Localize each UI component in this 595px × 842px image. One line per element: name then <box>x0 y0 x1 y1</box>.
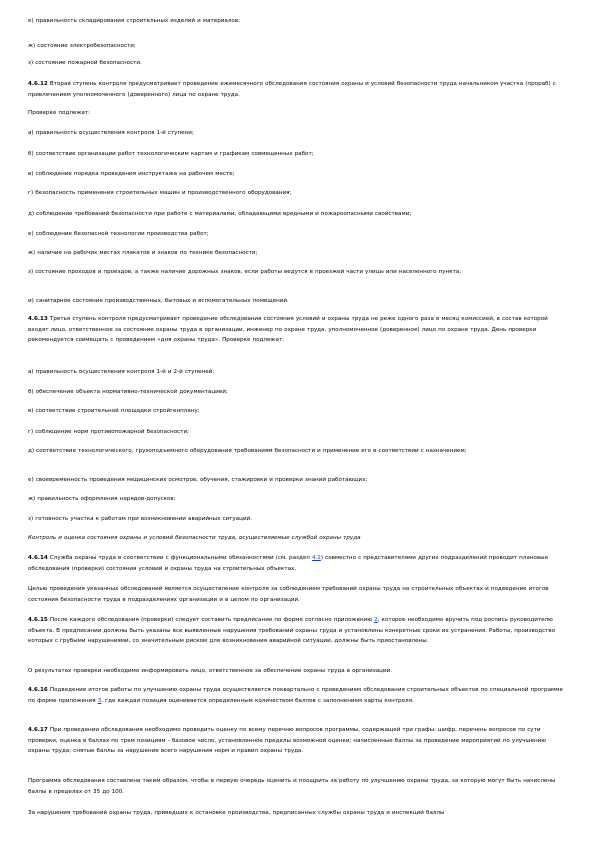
paragraph-text: в) соблюдение порядка проведения инструктажа на рабочем месте; <box>28 171 235 177</box>
paragraph-text: б) соответствие организации работ технологическим картам и графикам совмещенных работ; <box>28 151 314 157</box>
section-subheading <box>28 533 564 544</box>
paragraph-text-after: , где каждая позиция оценивается определенным количеством баллов с заполнением карты контроля. <box>101 697 414 704</box>
paragraph-text-after: , которое необходимо вручить под роспись руководителю объекта. В предписании должны быть указаны все выявленные нарушения требований охраны труда и установлены конкретные сроки их устранения. Работы, производство которых с грубыми нарушениями, со значительным риском для возникновения аварийной ситуации, должны быть приостановлены. <box>28 617 556 644</box>
paragraph-4-6-13 <box>28 314 564 346</box>
paragraph-14 <box>28 296 564 307</box>
paragraph-19 <box>28 427 564 438</box>
paragraph-32 <box>28 808 564 819</box>
paragraph-text: ж) наличие на рабочих местах плакатов и знаков по технике безопасности; <box>28 250 258 256</box>
paragraph-text: б) обеспечение объекта нормативно-технической документацией; <box>28 389 228 395</box>
paragraph-20 <box>28 446 564 457</box>
clause-number: 4.6.12 <box>28 81 48 87</box>
paragraph-text: г) соблюдение норм противопожарной безопасности; <box>28 429 189 435</box>
paragraph-text: Третья ступень контроля предусматривает проведение обследования состояния условий и охраны труда не реже одного раза в месяц комиссией, в состав которой входят лицо, ответственное за состояние охраны труда в организации, инженер по охране труда, уполномоченное (доверенное) лицо по охране труда. День проверки рекомендуется совмещать с проведением «дня охраны труда». Проверке подлежат: <box>28 316 548 343</box>
clause-number: 4.6.14 <box>28 555 48 561</box>
paragraph-text: а) правильность осуществления контроля 1-й и 2-й ступеней; <box>28 369 215 375</box>
paragraph-text: в) соответствие строительной площадки стройгенплану; <box>28 408 200 414</box>
paragraph-text: О результатах проверки необходимо информировать лицо, ответственное за обеспечение охраны труда в организации. <box>28 668 393 674</box>
appendix-link[interactable]: 3 <box>97 697 102 704</box>
paragraph-11 <box>28 229 564 240</box>
paragraph-text: з) состояние пожарной безопасности. <box>28 60 142 66</box>
paragraph-5 <box>28 108 564 119</box>
paragraph-text: За нарушения требований охраны труда, приведших к остановке производства, предписанных службы охраны труда и инспекций баллы <box>28 810 445 816</box>
paragraph-4-6-17 <box>28 725 564 757</box>
paragraph-text: е) своевременность проведения медицинских осмотров, обучения, стажировки и проверки знаний работающих; <box>28 477 368 483</box>
paragraph-text: д) соблюдение требований безопасности при работе с материалами, обладающими вредными и пожароопасными свойствами; <box>28 211 412 217</box>
clause-number: 4.6.13 <box>28 316 48 322</box>
paragraph-text: з) состояние проходов и проездов, а также наличие дорожных знаков, если работы ведутся в проезжей части улицы или населенного пункта; <box>28 269 462 275</box>
paragraph-1 <box>28 16 564 27</box>
paragraph-text: Целью проведения указанных обследований является осуществление контроля за соблюдением требований охраны труда на строительных объектах и подведение итогов состояния безопасности труда в подразделениях организации и в целом по организации. <box>28 586 549 603</box>
paragraph-3 <box>28 58 564 69</box>
paragraph-26 <box>28 584 564 605</box>
paragraph-9 <box>28 188 564 199</box>
paragraph-12 <box>28 248 564 259</box>
paragraph-6 <box>28 128 564 139</box>
paragraph-text: ж) состояние электробезопасности; <box>28 43 136 49</box>
paragraph-text: а) правильность осуществления контроля 1-й ступени; <box>28 130 194 136</box>
clause-number: 4.6.17 <box>28 727 48 733</box>
section-link[interactable]: 4.2 <box>311 555 321 561</box>
paragraph-text: Подведение итогов работы по улучшению охраны труда осуществляется поквартально с проведением обследования строительных объектов по специальной программе по форме приложения <box>28 687 563 704</box>
paragraph-text: При проведении обследования необходимо проводить оценку по всему перечню вопросов программы, содержащей три графы: шифр, перечень вопросов по сути проверки, оценка в баллах по трем позициям - базовое число, установленное пределы возможной оценки; начисленные баллы за проведение мероприятий по улучшению охраны труда; снятые баллы за нарушение всего нарушения норм и правил охраны труда. <box>28 727 546 754</box>
paragraph-text: г) безопасность применения строительных машин и производственного оборудования; <box>28 190 292 196</box>
paragraph-22 <box>28 494 564 505</box>
paragraph-text: Вторая ступень контроля предусматривает проведение ежемесячного обследования состояния охраны и условий безопасности труда начальником участка (прораб) с привлечением уполномоченного (доверенного) лица по охране труда. <box>28 81 556 98</box>
paragraph-13 <box>28 267 564 278</box>
paragraph-text: з) готовность участка к работам при возникновении аварийных ситуаций. <box>28 516 253 522</box>
paragraph-7 <box>28 149 564 160</box>
paragraph-4-6-16 <box>28 685 564 706</box>
paragraph-text: После каждого обследования (проверки) следует составить предписание по форме согласно приложению <box>47 617 375 623</box>
paragraph-17 <box>28 387 564 398</box>
paragraph-text: Программа обследования составлена таким образом, чтобы в первую очередь оценить и поощрить за работу по улучшению охраны труда, за которую могут быть начислены баллы в пределах от 35 до 100. <box>28 778 556 795</box>
paragraph-18 <box>28 406 564 417</box>
paragraph-16 <box>28 367 564 378</box>
paragraph-28 <box>28 666 564 677</box>
paragraph-10 <box>28 209 564 220</box>
paragraph-2 <box>28 41 564 52</box>
paragraph-4-6-14 <box>28 553 564 574</box>
paragraph-text: Служба охраны труда в соответствии с функциональными обязанностями (см. раздел <box>47 555 312 561</box>
paragraph-text: Проверке подлежат: <box>28 110 90 116</box>
paragraph-4-6-15 <box>28 615 564 647</box>
paragraph-text-after: ) совместно с представителями других подразделений проводит плановые обследования (проверки) состояния условий и охраны труда на строительных объектах. <box>28 555 549 572</box>
clause-number: 4.6.16 <box>28 687 48 693</box>
paragraph-23 <box>28 514 564 525</box>
paragraph-text: е) правильность складирования строительных изделий и материалов; <box>28 18 240 24</box>
subheading-text: Контроль и оценка состояния охраны и условий безопасности труда, осуществляемые службой охраны труда <box>28 535 361 541</box>
paragraph-text: ж) правильность оформления нарядов-допусков; <box>28 496 176 502</box>
paragraph-4-6-12 <box>28 79 564 100</box>
paragraph-31 <box>28 776 564 797</box>
clause-number: 4.6.15 <box>28 617 48 623</box>
appendix-link[interactable]: 2 <box>374 617 378 623</box>
paragraph-8 <box>28 169 564 180</box>
paragraph-21 <box>28 475 564 486</box>
paragraph-text: е) соблюдение безопасной технологии производства работ; <box>28 231 209 237</box>
paragraph-text: д) соответствие технологического, грузоподъемного оборудования требованиям безопасности и применение его в соответствии с назначением; <box>28 448 467 454</box>
paragraph-text: и) санитарное состояние производственных, бытовых и вспомогательных помещений. <box>28 298 289 304</box>
